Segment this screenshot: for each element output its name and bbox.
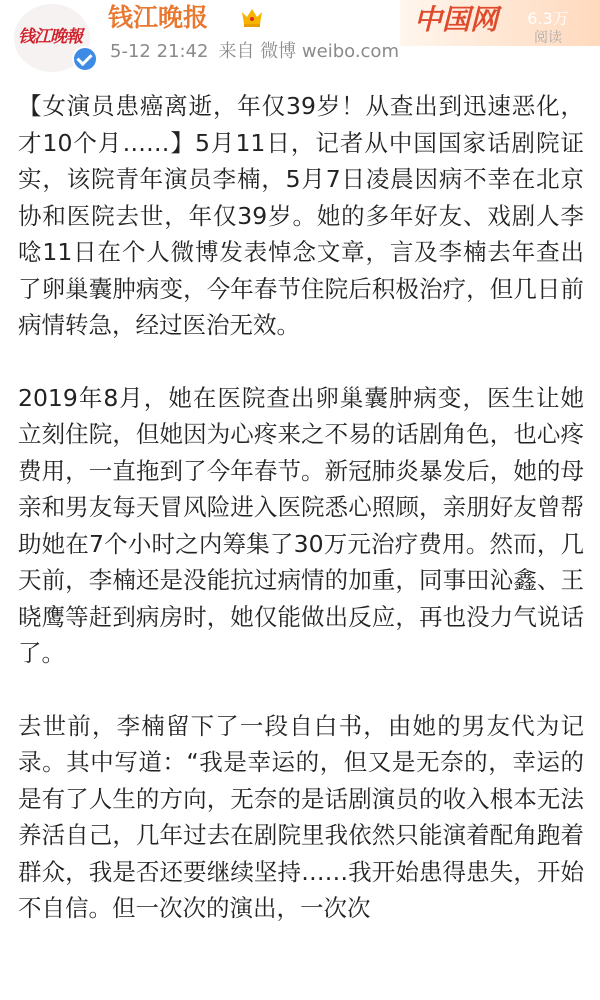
post-source[interactable]: 来自 微博 weibo.com [218, 41, 399, 62]
read-label: 阅读 [534, 30, 562, 46]
crown-icon [240, 6, 264, 28]
post-meta [110, 40, 409, 64]
verified-badge-icon [72, 46, 98, 72]
post-paragraph-1: 【女演员患癌离逝，年仅39岁！从查出到迅速恶化，才10个月……】5月11日，记者从中国国家话剧院证实，该院青年演员李楠，5月7日凌晨因病不幸在北京协和医院去世，年仅39岁。她的多年好友、戏剧人李唸11日在个人微博发表悼念文章，言及李楠去年查出了卵巢囊肿病变，今年春节住院后积极治疗，但几日前病情转急，经过医治无效。 [18, 92, 584, 339]
banner-text: 中国网 [414, 3, 499, 36]
post-paragraph-2: 2019年8月，她在医院查出卵巢囊肿病变，医生让她立刻住院，但她因为心疼来之不易的话剧角色，也心疼费用，一直拖到了今年春节。新冠肺炎暴发后，她的母亲和男友每天冒风险进入医院悉心照顾，亲朋好友曾帮助她在7个小时之内筹集了30万元治疗费用。然而，几天前，李楠还是没能抗过病情的加重，同事田沁鑫、王晓鹰等赶到病房时，她仅能做出反应，再也没力气说话了。 [18, 383, 584, 667]
username[interactable]: 钱江晚报 [108, 3, 209, 32]
post-timestamp: 5-12 21:42 [110, 41, 209, 62]
avatar-logo: 钱江晚報 [18, 27, 82, 47]
read-count: 6.3万 [527, 9, 569, 28]
post-paragraph-3: 去世前，李楠留下了一段自白书，由她的男友代为记录。其中写道：“我是幸运的，但又是无奈的，幸运的是有了人生的方向，无奈的是话剧演员的收入根本无法养活自己，几年过去在剧院里我依然只能演着配角跑着群众，我是否还要继续坚持……我开始患得患失，开始不自信。但一次次的演出，一次次 [18, 711, 584, 922]
post-body [18, 88, 584, 927]
post-header [0, 0, 600, 80]
